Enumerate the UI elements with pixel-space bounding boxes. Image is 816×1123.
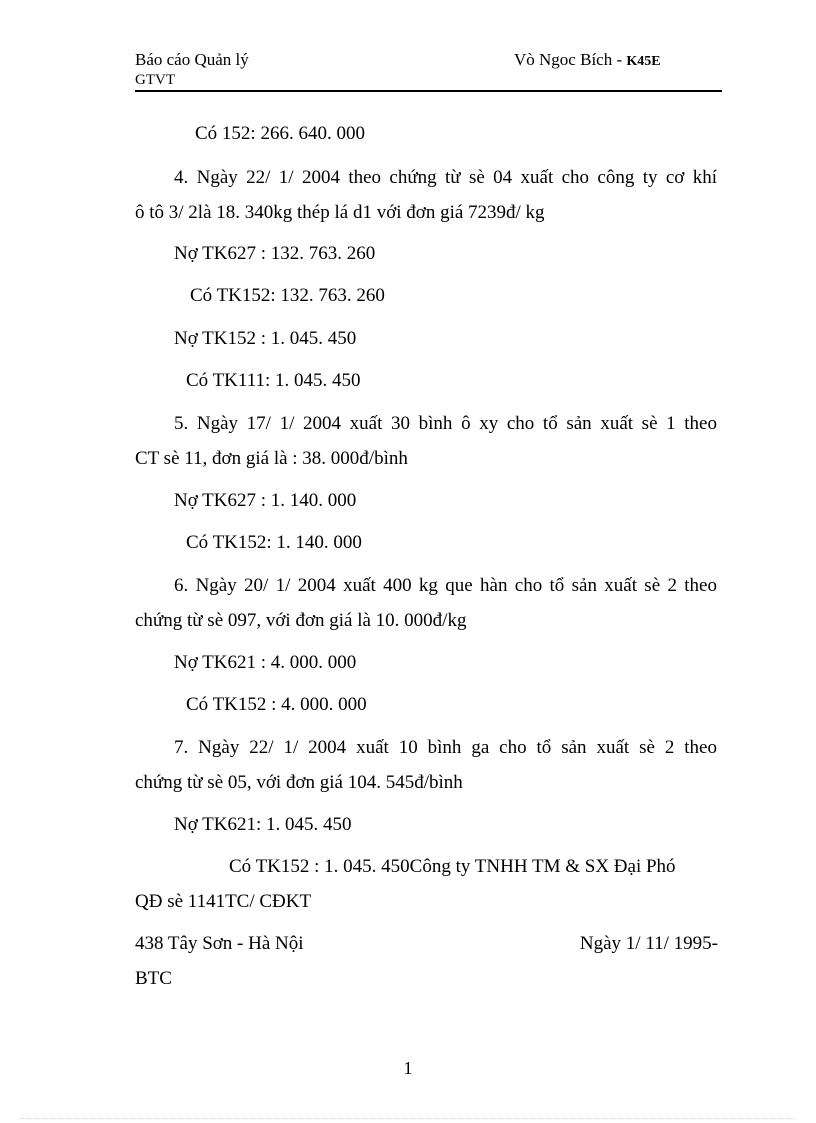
paragraph-line: chứng từ sè 05, với đơn giá 104. 545đ/bình bbox=[135, 772, 463, 793]
class-code: K45E bbox=[626, 54, 661, 69]
body-line: Có TK111: 1. 045. 450 bbox=[186, 370, 361, 391]
body-line: Có TK152: 1. 140. 000 bbox=[186, 532, 362, 553]
body-line: Có TK152 : 4. 000. 000 bbox=[186, 694, 367, 715]
paragraph-line: chứng từ sè 097, với đơn giá là 10. 000đ/kg bbox=[135, 610, 467, 631]
author-info bbox=[514, 50, 661, 72]
paragraph-line: 4. Ngày 22/ 1/ 2004 theo chứng từ sè 04 xuất cho công ty cơ khí bbox=[174, 167, 717, 188]
report-title bbox=[135, 50, 249, 90]
date-line: Ngày 1/ 11/ 1995- bbox=[579, 933, 718, 954]
body-line: Nợ TK152 : 1. 045. 450 bbox=[174, 328, 357, 349]
page-header bbox=[135, 50, 722, 92]
paragraph-line: 6. Ngày 20/ 1/ 2004 xuất 400 kg que hàn cho tổ sản xuất sè 2 theo bbox=[174, 575, 717, 596]
body-line: Có TK152 : 1. 045. 450Công ty TNHH TM & SX Đại Phó bbox=[229, 856, 676, 877]
paragraph-line: CT sè 11, đơn giá là : 38. 000đ/bình bbox=[135, 448, 408, 469]
body-line: Nợ TK621 : 4. 000. 000 bbox=[174, 652, 357, 673]
page-bottom-divider bbox=[20, 1118, 796, 1119]
report-title-line2: GTVT bbox=[135, 72, 175, 88]
paragraph-line: ô tô 3/ 2là 18. 340kg thép lá d1 với đơn giá 7239đ/ kg bbox=[135, 202, 545, 223]
body-line: BTC bbox=[135, 968, 172, 989]
body-line: Nợ TK621: 1. 045. 450 bbox=[174, 814, 352, 835]
address-line: 438 Tây Sơn - Hà Nội bbox=[135, 933, 304, 954]
body-line: QĐ sè 1141TC/ CĐKT bbox=[135, 891, 312, 912]
page-number: 1 bbox=[403, 1058, 413, 1078]
body-line: Nợ TK627 : 1. 140. 000 bbox=[174, 490, 357, 511]
author-name: Vò Ngoc Bích - bbox=[514, 50, 627, 69]
body-line: Có 152: 266. 640. 000 bbox=[195, 123, 365, 144]
report-title-line1: Báo cáo Quản lý bbox=[135, 50, 249, 69]
paragraph-line: 7. Ngày 22/ 1/ 2004 xuất 10 bình ga cho tổ sản xuất sè 2 theo bbox=[174, 737, 717, 758]
body-line: Có TK152: 132. 763. 260 bbox=[190, 285, 385, 306]
header-rule bbox=[135, 90, 722, 92]
body-line: Nợ TK627 : 132. 763. 260 bbox=[174, 243, 376, 264]
paragraph-line: 5. Ngày 17/ 1/ 2004 xuất 30 bình ô xy cho tổ sản xuất sè 1 theo bbox=[174, 413, 717, 434]
